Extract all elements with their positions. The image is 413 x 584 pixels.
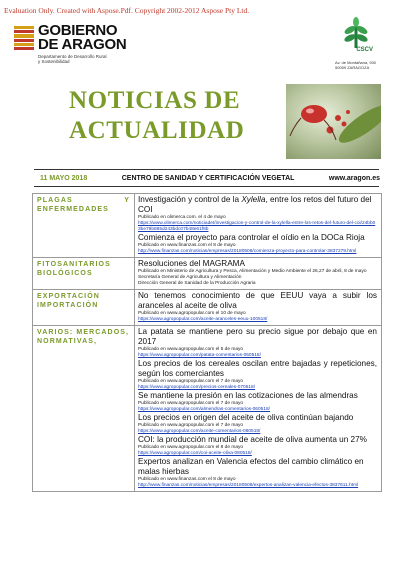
news-title[interactable]: No tenemos conocimiento de que EEUU vaya a subir los aranceles al aceite de oliva xyxy=(138,291,377,310)
cscv-label: CSCV xyxy=(356,47,373,53)
news-item xyxy=(138,435,377,457)
news-title[interactable]: Comienza el proyecto para controlar el oídio en la DOCa Rioja xyxy=(138,233,365,242)
news-published: Publicado en www.finanzas.com el 8 de mayo xyxy=(138,477,236,482)
gov-logo-subtitle: Departamento de Desarrollo Rural y Sostenibilidad xyxy=(38,54,107,64)
news-published: Publicado en www.agropopular.com el 5 de mayo xyxy=(138,347,244,352)
news-published: Publicado en Ministerio de Agricultura y Pesca, Alimentación y Medio Ambiente el 26,27 de abril, 8 de mayo xyxy=(138,269,367,274)
gov-title-line2: DE ARAGON xyxy=(38,36,127,53)
category-label: FITOSANITARIOS BIOLÓGICOS xyxy=(33,258,135,289)
page-title xyxy=(69,86,244,146)
aragon-flag-icon xyxy=(14,26,34,52)
news-title[interactable]: Los precios en origen del aceite de oliva continúan bajando xyxy=(138,413,354,422)
news-url-link[interactable]: http://www.finanzas.com/noticias/empresas/20180508/expertos-analizan-valencia-efectos-3837611.html xyxy=(138,483,359,488)
section-fitosanitarios xyxy=(33,258,381,290)
news-item xyxy=(138,327,377,359)
section-varios xyxy=(33,326,381,491)
news-url-link[interactable]: https://www.olimerca.com/noticiadet/investigacion-y-control-de-la-xylella-entre-los-retos-del-futuro-del-coi/24bb03be79b885d243bdc07b48e61f8b xyxy=(138,221,376,232)
section-content xyxy=(135,194,381,257)
news-item xyxy=(138,291,377,323)
news-published-direction: Dirección General de Sanidad de la Producción Agraria xyxy=(138,281,256,286)
news-published: Publicado en www.finanzas.com el 8 de mayo xyxy=(138,243,236,248)
news-published: Publicado en www.agropopular.com el 7 de mayo xyxy=(138,401,244,406)
evaluation-watermark: Evaluation Only. Created with Aspose.Pdf. Copyright 2002-2012 Aspose Pty Ltd. xyxy=(4,6,250,15)
news-published: Publicado en www.agropopular.com el 7 de mayo xyxy=(138,423,244,428)
news-item xyxy=(138,413,377,435)
insect-photo xyxy=(286,84,381,159)
news-url-link[interactable]: https://www.agropopular.com/patata-comentarios-050518/ xyxy=(138,353,261,358)
issue-date: 11 MAYO 2018 xyxy=(40,175,88,182)
news-url-link[interactable]: https://www.agropopular.com/aceite-comentarios-060518/ xyxy=(138,429,261,434)
gov-logo-title xyxy=(38,24,126,52)
news-url-link[interactable]: https://www.agropopular.com/coi-aceite-oliva-080518/ xyxy=(138,451,252,456)
section-content xyxy=(135,326,381,491)
issuing-center: CENTRO DE SANIDAD Y CERTIFICACIÓN VEGETAL xyxy=(121,175,295,182)
news-item xyxy=(138,195,377,233)
news-item xyxy=(138,391,377,413)
category-label: PLAGAS Y ENFERMEDADES xyxy=(33,194,135,257)
news-published: Publicado en www.agropopular.com el 7 de mayo xyxy=(138,379,244,384)
news-item xyxy=(138,457,377,489)
cscv-address xyxy=(335,60,379,70)
page-title-line2: ACTUALIDAD xyxy=(69,117,245,144)
section-content xyxy=(135,290,381,325)
gobierno-aragon-logo xyxy=(14,24,144,66)
category-label: EXPORTACIÓN IMPORTACIÓN xyxy=(33,290,135,325)
dateline-top-rule xyxy=(34,169,379,170)
section-plagas xyxy=(33,194,381,258)
dateline xyxy=(40,175,380,182)
page-title-line1: NOTICIAS DE xyxy=(69,87,241,114)
section-content xyxy=(135,258,381,289)
news-url-link[interactable]: http://www.finanzas.com/noticias/empresas/20180508/comienza-proyecto-para-controlar-3837279.html xyxy=(138,249,357,254)
news-item xyxy=(138,359,377,391)
news-title[interactable]: Investigación y control de la Xylella, entre los retos del futuro del COI xyxy=(138,195,372,214)
news-published: Publicado en www.agropopular.com el 10 de mayo xyxy=(138,311,246,316)
news-title[interactable]: La patata se mantiene pero su precio sigue por debajo que en 2017 xyxy=(138,327,377,346)
news-title[interactable]: Se mantiene la presión en las cotizaciones de las almendras xyxy=(138,391,358,400)
category-label: VARIOS: MERCADOS, NORMATIVAS, xyxy=(33,326,135,491)
news-published-dept: Secretaría General de Agricultura y Alimentación xyxy=(138,275,242,280)
news-item xyxy=(138,259,377,287)
cscv-address-line1: Av. de Montañana, 930 xyxy=(335,60,376,65)
gov-title-line1: GOBIERNO xyxy=(38,22,118,39)
news-url-link[interactable]: https://www.agropopular.com/aceite-aranceles-eeuu-100518/ xyxy=(138,317,268,322)
news-table xyxy=(32,193,382,492)
news-url-link[interactable]: https://www.agropopular.com/precios-cereales-070518/ xyxy=(138,385,256,390)
news-title[interactable]: Los precios de los cereales oscilan entre bajadas y repeticiones, según los comerciantes xyxy=(138,359,377,378)
cscv-address-line2: 50059 ZARAGOZA xyxy=(335,65,370,70)
news-published: Publicado en www.agropopular.com el 8 de mayo xyxy=(138,445,244,450)
website-link[interactable]: www.aragon.es xyxy=(328,175,380,182)
news-item xyxy=(138,233,377,255)
news-title[interactable]: Resoluciones del MAGRAMA xyxy=(138,259,245,268)
section-exportacion xyxy=(33,290,381,326)
news-title[interactable]: Expertos analizan en Valencia efectos del cambio climático en malas hierbas xyxy=(138,457,364,476)
news-title[interactable]: COI: la producción mundial de aceite de oliva aumenta un 27% xyxy=(138,435,367,444)
news-published: Publicado en olimerca.com. el 4 de mayo xyxy=(138,215,226,220)
news-url-link[interactable]: https://www.agropopular.com/almendras-comentarios-060518/ xyxy=(138,407,270,412)
dateline-bottom-rule xyxy=(34,186,379,187)
